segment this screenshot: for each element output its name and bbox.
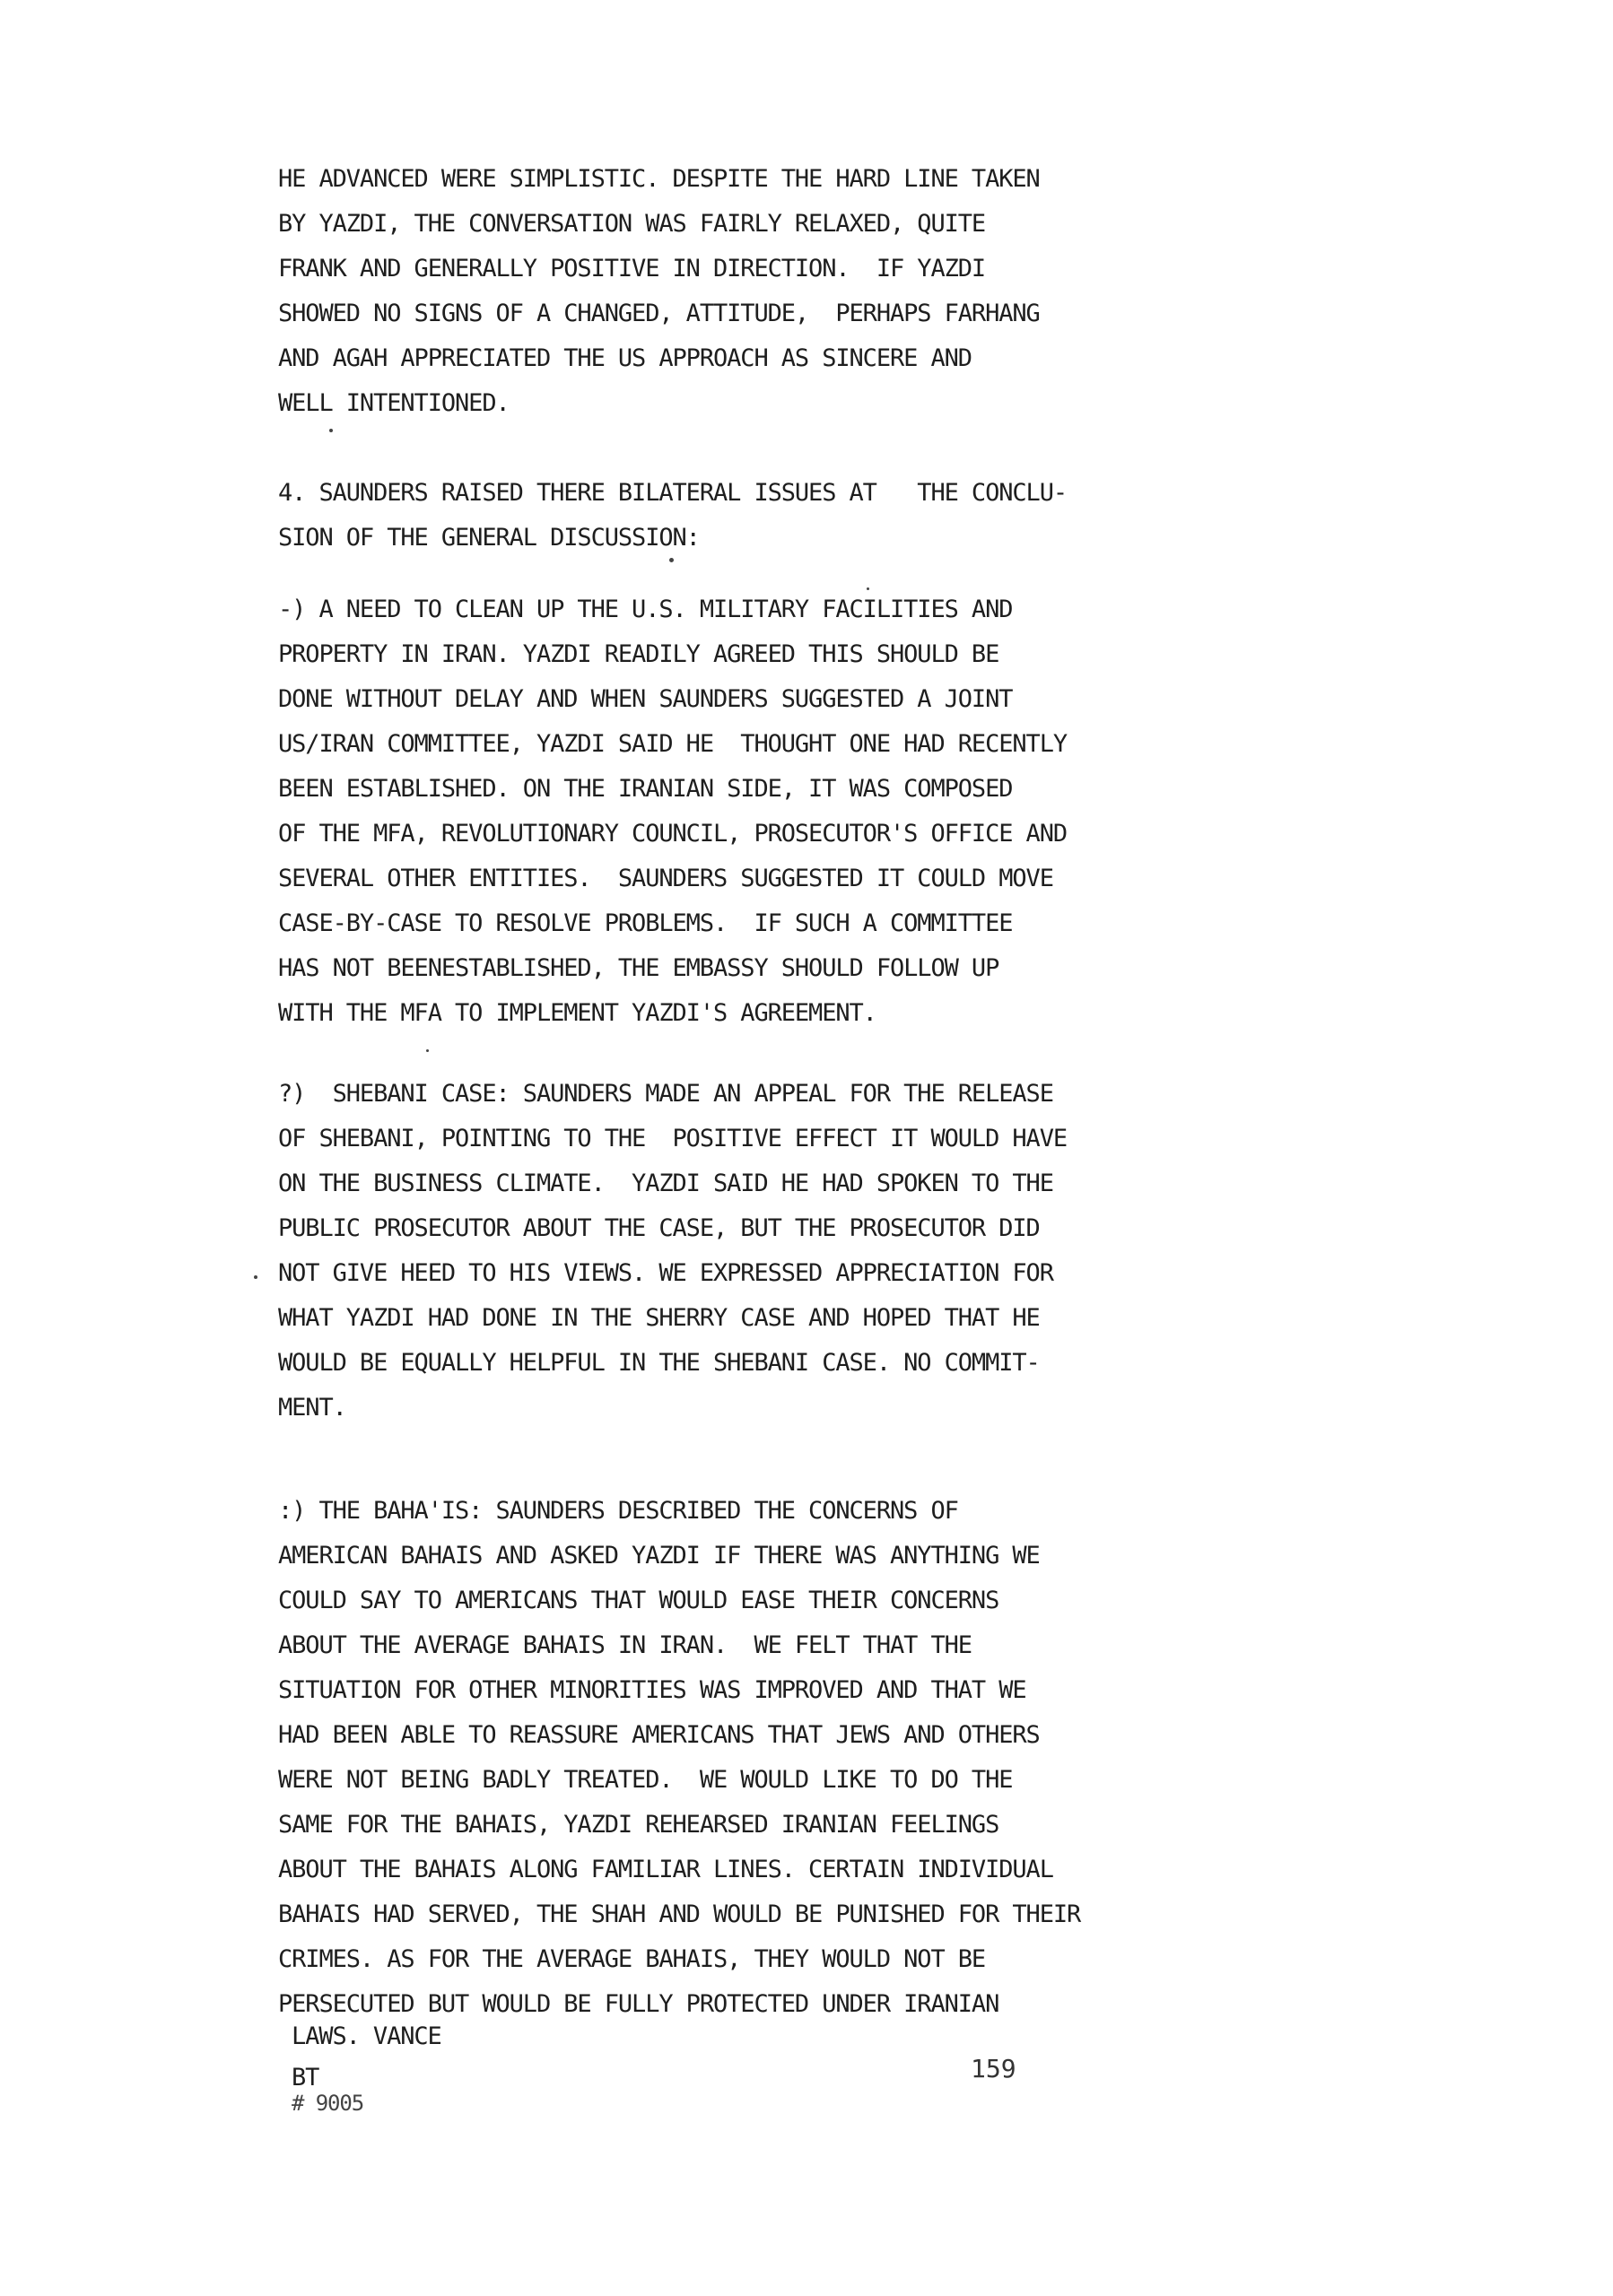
text-line: HAS NOT BEENESTABLISHED, THE EMBASSY SHOULD FOLLOW UP [278, 954, 999, 982]
text-line: SAME FOR THE BAHAIS, YAZDI REHEARSED IRANIAN FEELINGS [278, 1811, 999, 1839]
text-line: OF THE MFA, REVOLUTIONARY COUNCIL, PROSECUTOR'S OFFICE AND [278, 820, 1068, 848]
text-line: FRANK AND GENERALLY POSITIVE IN DIRECTION. IF YAZDI [278, 255, 986, 283]
text-line: ON THE BUSINESS CLIMATE. YAZDI SAID HE HAD SPOKEN TO THE [278, 1170, 1053, 1197]
text-line: HE ADVANCED WERE SIMPLISTIC. DESPITE THE HARD LINE TAKEN [278, 165, 1040, 193]
bt-marker: BT [292, 2064, 319, 2092]
text-line: PERSECUTED BUT WOULD BE FULLY PROTECTED UNDER IRANIAN [278, 1990, 999, 2018]
text-line: COULD SAY TO AMERICANS THAT WOULD EASE THEIR CONCERNS [278, 1587, 999, 1614]
document-footer [292, 2022, 441, 2118]
scan-speck [669, 558, 674, 562]
scan-speck [254, 1275, 257, 1279]
text-line: OF SHEBANI, POINTING TO THE POSITIVE EFFECT IT WOULD HAVE [278, 1125, 1068, 1152]
paragraph-conversation-summary [278, 157, 1175, 426]
paragraph-bahais [278, 1489, 1175, 2027]
text-line: SITUATION FOR OTHER MINORITIES WAS IMPROVED AND THAT WE [278, 1676, 1026, 1704]
text-line: AND AGAH APPRECIATED THE US APPROACH AS SINCERE AND [278, 344, 972, 372]
paragraph-bilateral-issues [278, 471, 1175, 561]
text-line: NOT GIVE HEED TO HIS VIEWS. WE EXPRESSED APPRECIATION FOR [278, 1259, 1053, 1287]
text-line: SHOWED NO SIGNS OF A CHANGED, ATTITUDE, PERHAPS FARHANG [278, 300, 1040, 327]
text-line: PROPERTY IN IRAN. YAZDI READILY AGREED THIS SHOULD BE [278, 640, 999, 668]
scan-speck [329, 429, 333, 432]
text-line: CASE-BY-CASE TO RESOLVE PROBLEMS. IF SUCH A COMMITTEE [278, 909, 1013, 937]
text-line: HAD BEEN ABLE TO REASSURE AMERICANS THAT JEWS AND OTHERS [278, 1721, 1040, 1749]
text-line: AMERICAN BAHAIS AND ASKED YAZDI IF THERE WAS ANYTHING WE [278, 1542, 1040, 1570]
text-line: 4. SAUNDERS RAISED THERE BILATERAL ISSUES AT THE CONCLU- [278, 479, 1068, 507]
text-line: WELL INTENTIONED. [278, 389, 510, 417]
text-line: BY YAZDI, THE CONVERSATION WAS FAIRLY RELAXED, QUITE [278, 210, 986, 238]
text-line: SION OF THE GENERAL DISCUSSION: [278, 524, 700, 552]
text-line: WITH THE MFA TO IMPLEMENT YAZDI'S AGREEMENT. [278, 999, 876, 1027]
text-line: WOULD BE EQUALLY HELPFUL IN THE SHEBANI CASE. NO COMMIT- [278, 1349, 1040, 1377]
text-line: ?) SHEBANI CASE: SAUNDERS MADE AN APPEAL FOR THE RELEASE [278, 1080, 1053, 1108]
text-line: US/IRAN COMMITTEE, YAZDI SAID HE THOUGHT ONE HAD RECENTLY [278, 730, 1068, 758]
text-line: ABOUT THE BAHAIS ALONG FAMILIAR LINES. CERTAIN INDIVIDUAL [278, 1856, 1053, 1883]
text-line: BEEN ESTABLISHED. ON THE IRANIAN SIDE, IT WAS COMPOSED [278, 775, 1013, 803]
scan-speck [867, 587, 869, 590]
text-line: BAHAIS HAD SERVED, THE SHAH AND WOULD BE PUNISHED FOR THEIR [278, 1900, 1081, 1928]
text-line: WHAT YAZDI HAD DONE IN THE SHERRY CASE AND HOPED THAT HE [278, 1304, 1040, 1332]
text-line: DONE WITHOUT DELAY AND WHEN SAUNDERS SUGGESTED A JOINT [278, 685, 1013, 713]
text-line: WERE NOT BEING BADLY TREATED. WE WOULD LIKE TO DO THE [278, 1766, 1013, 1794]
message-number: # 9005 [292, 2091, 364, 2116]
text-line: -) A NEED TO CLEAN UP THE U.S. MILITARY FACILITIES AND [278, 596, 1013, 623]
scan-speck [426, 1049, 429, 1052]
signature-line: LAWS. VANCE [292, 2022, 441, 2050]
text-line: ABOUT THE AVERAGE BAHAIS IN IRAN. WE FELT THAT THE [278, 1631, 972, 1659]
page-number: 159 [971, 2054, 1016, 2083]
text-line: SEVERAL OTHER ENTITIES. SAUNDERS SUGGESTED IT COULD MOVE [278, 865, 1053, 892]
paragraph-shebani-case [278, 1072, 1175, 1431]
paragraph-military-facilities [278, 587, 1175, 1036]
text-line: MENT. [278, 1394, 346, 1422]
text-line: :) THE BAHA'IS: SAUNDERS DESCRIBED THE CONCERNS OF [278, 1497, 958, 1525]
text-line: PUBLIC PROSECUTOR ABOUT THE CASE, BUT THE PROSECUTOR DID [278, 1214, 1040, 1242]
text-line: CRIMES. AS FOR THE AVERAGE BAHAIS, THEY WOULD NOT BE [278, 1945, 986, 1973]
